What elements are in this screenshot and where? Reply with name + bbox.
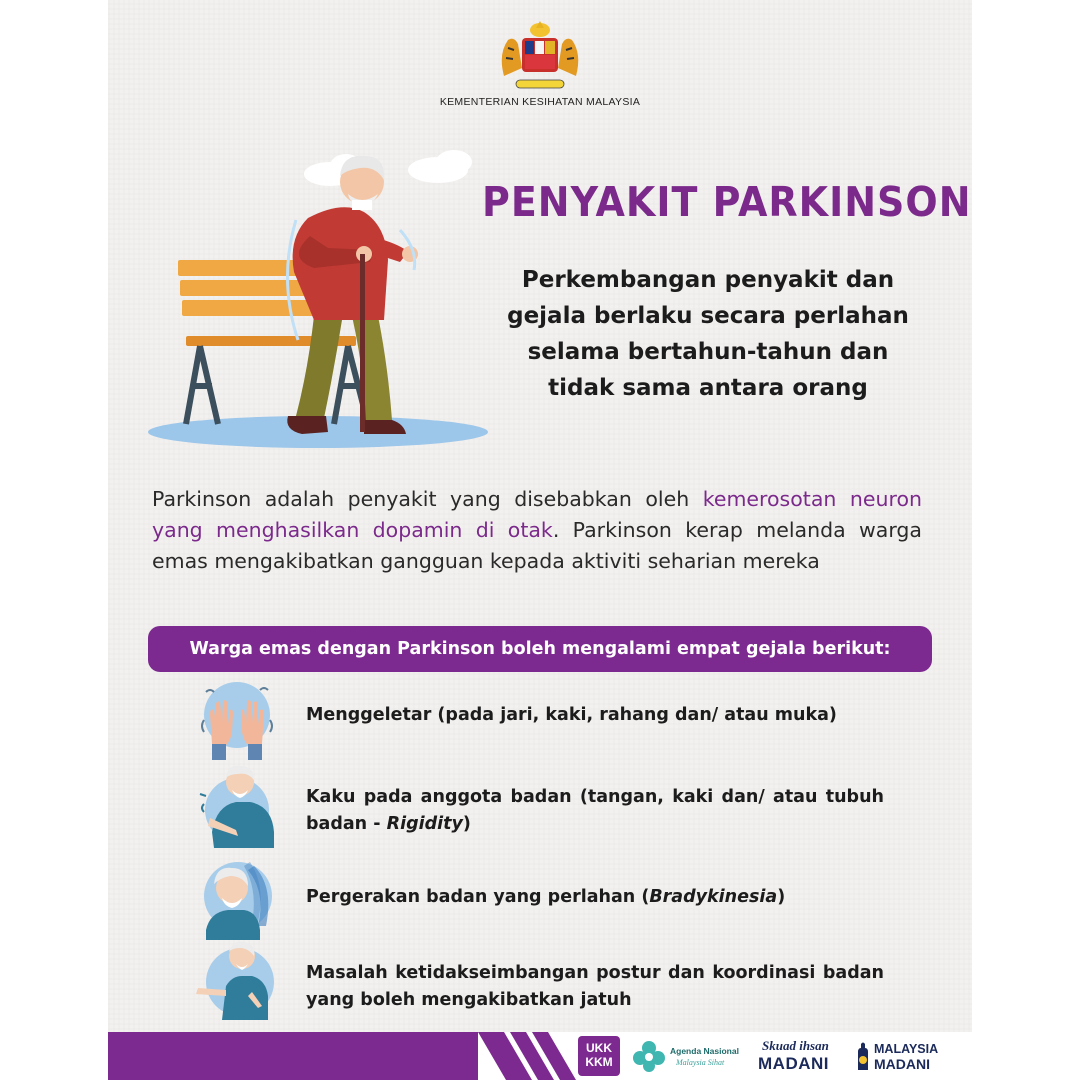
footer bbox=[108, 1032, 972, 1080]
ministry-name: KEMENTERIAN KESIHATAN MALAYSIA bbox=[439, 96, 641, 108]
intro-highlight: kemerosotan neuron yang menghasilkan dopamin di otak bbox=[152, 487, 922, 542]
symptom-italic: Bradykinesia bbox=[649, 887, 778, 907]
agenda-line1: Agenda Nasional bbox=[670, 1046, 739, 1056]
man-figure bbox=[287, 156, 418, 434]
agenda-line2: Malaysia Sihat bbox=[676, 1058, 725, 1067]
intro-text-1: Parkinson adalah penyakit yang disebabkan oleh bbox=[152, 487, 703, 511]
skuad-ihsan-madani-logo bbox=[758, 1036, 848, 1076]
subtitle-line: selama bertahun-tahun dan bbox=[527, 339, 889, 365]
symptom-label: Kaku pada anggota badan (tangan, kaki dan/ atau tubuh badan - bbox=[306, 787, 884, 834]
symptom-text bbox=[306, 960, 884, 1014]
symptom-text bbox=[306, 784, 884, 838]
balance-icon bbox=[192, 936, 282, 1026]
flower-icon bbox=[632, 1040, 666, 1072]
page-title: PENYAKIT PARKINSON bbox=[482, 178, 972, 226]
ukk-kkm-logo bbox=[578, 1036, 620, 1076]
skuad-line1: Skuad ihsan bbox=[762, 1038, 829, 1053]
symptom-text bbox=[306, 884, 884, 911]
subtitle-line: gejala berlaku secara perlahan bbox=[507, 303, 909, 329]
coat-of-arms-logo bbox=[492, 18, 588, 96]
agenda-nasional-logo bbox=[632, 1036, 752, 1076]
symptom-suffix: ) bbox=[462, 814, 471, 834]
mm-line2: MADANI bbox=[874, 1056, 930, 1072]
skuad-line2: MADANI bbox=[758, 1054, 829, 1073]
intro-paragraph bbox=[152, 484, 922, 577]
subtitle-line: Perkembangan penyakit dan bbox=[521, 267, 895, 293]
symptom-text bbox=[306, 702, 892, 729]
elderly-man-illustration bbox=[138, 140, 498, 460]
symptom-italic: Rigidity bbox=[386, 814, 463, 834]
symptom-label: Pergerakan badan yang perlahan ( bbox=[306, 887, 650, 907]
hand-icon bbox=[854, 1040, 872, 1072]
subtitle bbox=[468, 262, 948, 406]
malaysia-madani-logo bbox=[854, 1036, 954, 1076]
tremor-hands-icon bbox=[192, 680, 282, 770]
intro-text-2: . Parkinson kerap melanda warga emas mengakibatkan gangguan kepada aktiviti seharian mereka bbox=[152, 518, 922, 573]
poster bbox=[108, 0, 972, 1080]
symptom-label: Masalah ketidakseimbangan postur dan koordinasi badan yang boleh mengakibatkan jatuh bbox=[306, 963, 884, 1010]
symptoms-banner: Warga emas dengan Parkinson boleh mengalami empat gejala berikut: bbox=[148, 626, 932, 672]
ukk-line2: KKM bbox=[585, 1055, 613, 1069]
subtitle-line: tidak sama antara orang bbox=[548, 375, 868, 401]
symptom-label: Menggeletar (pada jari, kaki, rahang dan/ atau muka) bbox=[306, 705, 837, 725]
rigidity-icon bbox=[192, 760, 282, 850]
bradykinesia-icon bbox=[192, 856, 282, 946]
symptom-suffix: ) bbox=[777, 887, 786, 907]
mm-line1: MALAYSIA bbox=[874, 1042, 939, 1056]
ukk-line1: UKK bbox=[586, 1041, 612, 1055]
